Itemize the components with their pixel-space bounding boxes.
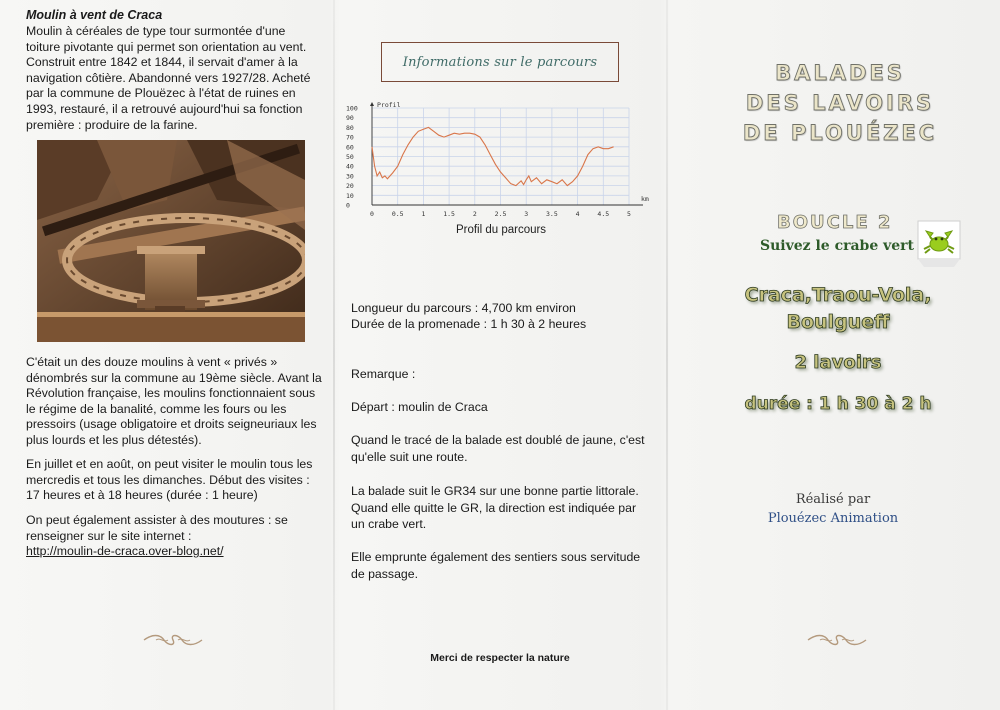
x-tick-label: 1: [421, 210, 426, 218]
mill-site-link[interactable]: http://moulin-de-craca.over-blog.net/: [26, 544, 224, 559]
walk-duration: durée : 1 h 30 à 2 h: [744, 394, 932, 414]
route-info-box: [381, 42, 619, 82]
y-tick-label: 40: [346, 162, 354, 171]
start-point: Départ : moulin de Craca: [351, 400, 488, 414]
wash-houses-count: 2 lavoirs: [794, 352, 882, 373]
y-tick-label: 70: [346, 133, 354, 142]
mill-visits-text: En juillet et en août, on peut visiter le moulin tous les mercredis et tous les dimanches. Début des visites : 17 heures et à 18 heures (durée : 1 heure): [26, 457, 313, 503]
route-duration: Durée de la promenade : 1 h 30 à 2 heures: [351, 317, 587, 331]
windmill-interior-photo: [37, 140, 305, 342]
title-line-1: BALADES: [775, 61, 905, 85]
elevation-profile-chart: [340, 98, 660, 238]
mill-intro-text: Moulin à céréales de type tour surmontée d'une toiture pivotante qui permet son orientation au vent. Construit entre 1842 et 1844, il servait d'amer à la navigation côtière. Abandonné vers 1927/28. Acheté par la commune de Plouëzec à l'état de ruines en 1993, restauré, il a retrouvé aujourd'hui sa fonction première : produire de la farine.: [26, 24, 311, 132]
route-line-1: Craca,Traou-Vola,: [744, 284, 932, 306]
mill-title: Moulin à vent de Craca: [26, 8, 163, 22]
y-tick-label: 80: [346, 123, 354, 132]
footer-respect-nature: Merci de respecter la nature: [430, 652, 570, 664]
loop-number: BOUCLE 2: [777, 212, 893, 233]
route-places: [738, 282, 938, 336]
y-tick-label: 0: [346, 201, 350, 210]
x-tick-label: 3.5: [546, 210, 558, 218]
chart-caption: Profil du parcours: [455, 224, 547, 236]
remark-label: Remarque :: [351, 367, 416, 381]
left-panel: [0, 0, 333, 710]
route-info-title: Informations sur le parcours: [402, 54, 598, 70]
title-line-2: DES LAVOIRS: [745, 91, 935, 115]
y-tick-label: 10: [346, 191, 354, 200]
x-tick-label: 3: [524, 210, 529, 218]
follow-crab-text: Suivez le crabe vert: [760, 238, 914, 254]
servitude-note: Elle emprunte également des sentiers sous servitude de passage.: [351, 550, 641, 581]
mill-site-block: [26, 513, 322, 560]
x-tick-label: 4: [575, 210, 580, 218]
x-tick-label: 2: [472, 210, 477, 218]
route-length: Longueur du parcours : 4,700 km environ: [351, 301, 576, 315]
x-tick-label: 5: [627, 210, 631, 218]
credit-organization: Plouézec Animation: [767, 511, 899, 526]
y-tick-label: 30: [346, 172, 354, 181]
y-tick-label: 60: [346, 143, 354, 152]
title-line-3: DE PLOUÉZEC: [742, 121, 938, 145]
legend-label: Profil: [377, 101, 401, 109]
brochure-title: [736, 58, 944, 148]
x-tick-label: 0: [370, 210, 374, 218]
route-line-2: Boulgueff: [786, 311, 890, 333]
mill-history-text: C'était un des douze moulins à vent « privés » dénombrés sur la commune au 19ème siècle. Avant la Révolution française, les moulins fonctionnaient sous le régime de la banalité, comme les fours ou les pressoirs (usage obligatoire et droits seigneuriaux les plus lourds et les plus détestés).: [26, 355, 322, 447]
credit-block: [748, 490, 918, 528]
credit-line-1: Réalisé par: [795, 492, 871, 507]
x-tick-label: 1.5: [443, 210, 455, 218]
x-tick-label: 4.5: [597, 210, 610, 218]
x-axis-unit-label: km: [641, 195, 649, 203]
y-tick-label: 20: [346, 182, 354, 191]
y-tick-label: 50: [346, 153, 354, 161]
x-tick-label: 0.5: [391, 210, 404, 218]
road-note: Quand le tracé de la balade est doublé de jaune, c'est qu'elle suit une route.: [351, 433, 645, 464]
y-tick-label: 100: [346, 104, 358, 113]
gr34-note: La balade suit le GR34 sur une bonne partie littorale. Quand elle quitte le GR, la direction est indiquée par un crabe vert.: [351, 484, 639, 531]
crab-icon: [916, 219, 962, 269]
x-tick-label: 2.5: [494, 210, 507, 218]
y-tick-label: 90: [346, 114, 354, 123]
y-axis-arrow: [370, 102, 374, 106]
flourish-ornament-left: [142, 632, 204, 648]
flourish-ornament-right: [806, 632, 868, 648]
mill-site-text: On peut également assister à des moutures : se renseigner sur le site internet :: [26, 513, 288, 543]
